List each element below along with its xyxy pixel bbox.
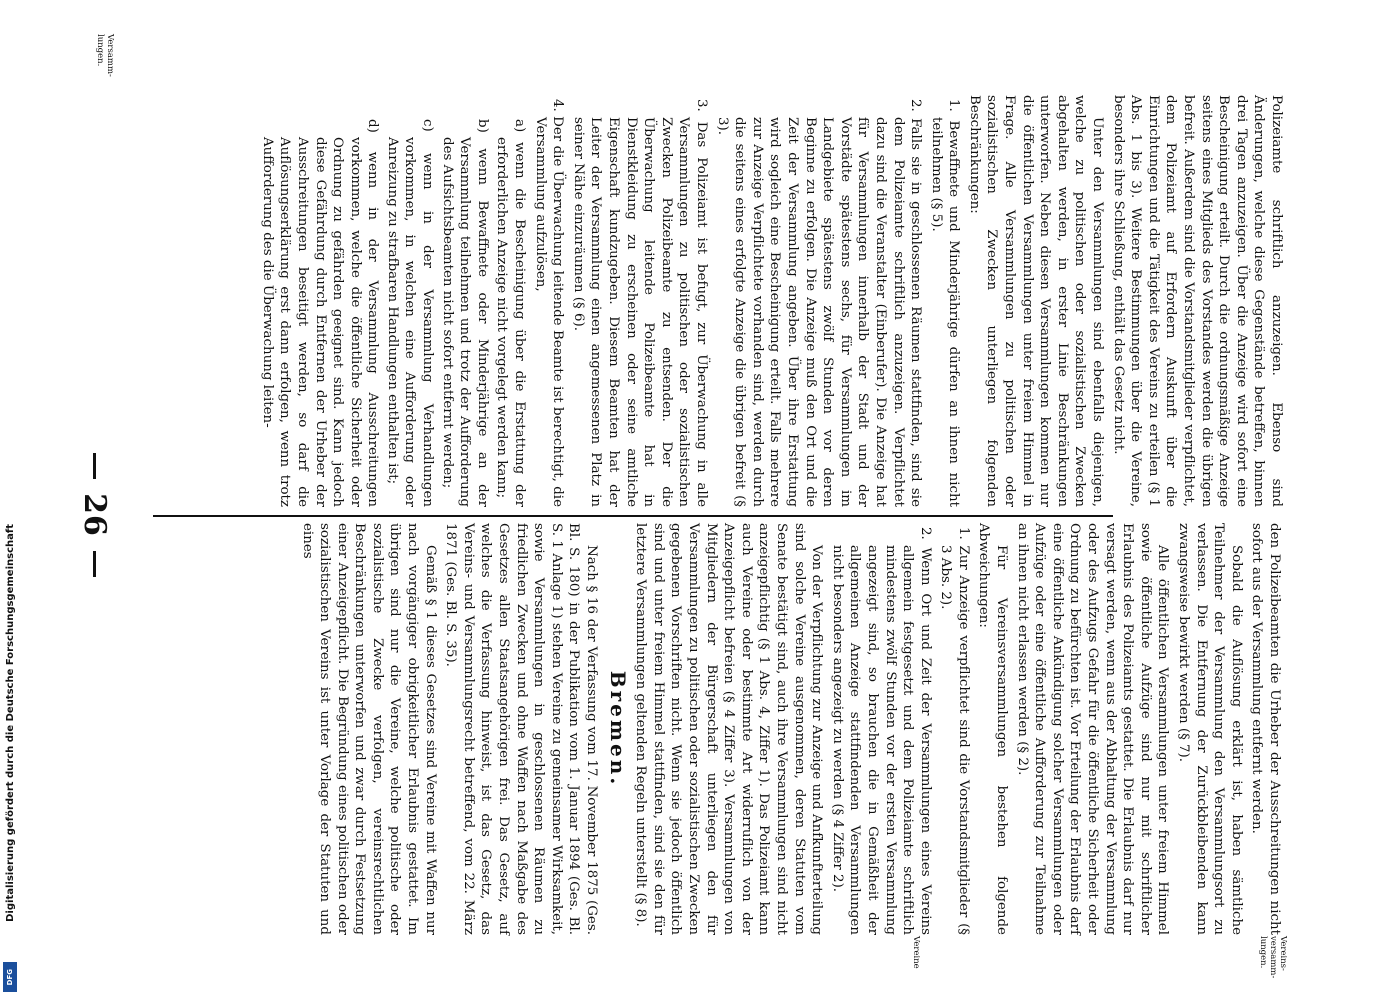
paragraph: Für Vereinsversammlungen bestehen folgende Abweichungen: xyxy=(976,523,1010,935)
paragraph: Sobald die Auflösung erklärt ist, haben sämtliche Teilnehmer der Versammlung den Versammlungsort zu verlassen. Die Entfernung der Zurückbleibenden kann zwangsweise bewirkt werden (§ 7). xyxy=(1176,523,1244,935)
list-item: 1. Bewaffnete und Minderjährige dürfen an ihnen nicht teilnehmen (§ 5). xyxy=(928,99,962,507)
paragraph: Von der Verpflichtung zur Anzeige und Anfkunfterteilung sind solche Vereine ausgenommen, deren Statuten vom Senate bestätigt sind, auch ihre Versammlungen sind nicht anzeigepflichtig (§ 1 Abs. 4, Ziffer 1). Das Polizeiamt kann auch Vereine oder bestimmte Art widerruflich von der Anzeigepflicht befreien (§ 4 Ziffer 3). Versammlungen von Mitgliedern der Bürgerschaft unterliegen den für Versammlungen zu politischen oder sozialistischen Zwecken gegebenen Vorschriften nicht. Wenn sie jedoch öffentlich sind und unter freiem Himmel stattfinden, sind sie den für letztere Versammlungen geltenden Regeln unterstellt (§ 8). xyxy=(633,523,825,935)
section-heading-bremen: Bremen. xyxy=(605,670,630,788)
sub-list-item: b) wenn Bewaffnete oder Minderjährige an der Versammlung teilnehmen und trotz der Aufforderung des Aufsichtsbeamten nicht sofort entfernt werden; xyxy=(439,119,490,507)
paragraph: Polizeiamte schriftlich anzuzeigen. Ebenso sind Änderungen, welche diese Gegenstände betreffen, binnen drei Tagen anzuzeigen. Über die Anzeige wird sofort eine Bescheinigung erteilt. Durch die ordnungsmäßige Anzeige seitens eines Mitglieds des Vorstandes werden die übrigen befreit. Außerdem sind die Vorstandsmitglieder verpflichtet, dem Polizeiamt auf Erfordern Auskunft über die Einrichtungen und die Tätigkeit des Vereins zu erteilen (§ 1 Abs. 1 bis 3). Weitere Bestimmungen über die Vereine, besonders ihre Schließung, enthält das Gesetz nicht. xyxy=(1110,95,1284,507)
paragraph: Alle öffentlichen Versammlungen unter freiem Himmel sowie öffentliche Aufzüge sind nur mit schriftlicher Erlaubnis des Polizeiamts gestattet. Die Erlaubnis darf nur versagt werden, wenn aus der Abhaltung der Versammlung oder des Aufzugs Gefahr für die öffentliche Sicherheit oder Ordnung zu befürchten ist. Vor Erteilung der Erlaubnis darf eine öffentliche Ankündigung solcher Versammlungen oder Aufzüge oder eine öffentliche Aufforderung zur Teilnahme an ihnen nicht erlassen werden (§ 2). xyxy=(1014,523,1171,935)
margin-note-vereine: Vereine xyxy=(911,936,921,969)
margin-note-vereinsversammlungen: Vereins-versamm-lungen. xyxy=(1258,936,1288,979)
right-column xyxy=(143,523,1283,935)
dfg-logo-text: DFG xyxy=(6,968,14,986)
paragraph: Gemäß § 1 dieses Gesetzes sind Vereine mit Waffen nur nach vorgängiger obrigkeitlicher Erlaubnis gestattet. Im übrigen sind nur die Vereine, welche politische oder sozialistische Zwecke verfolgen, vereinsrechtlichen Beschränkungen unterworfen und zwar durch Festsetzung einer Anzeigepflicht. Die Begründung eines politischen oder sozialistischen Vereins ist unter Vorlage der Statuten und eines xyxy=(299,523,438,935)
page-header xyxy=(75,95,115,935)
left-column xyxy=(145,95,1285,507)
paragraph: Nach § 16 der Verfassung vom 17. November 1875 (Ges. Bl. S. 180) in der Publikation vom 1. Januar 1894 (Ges. Bl. S. 1 Anlage 1) stehen Vereine zu gemeinsamer Wirksamkeit, sowie Versammlungen in geschlossenen Räumen zu friedlichen Zwecken und ohne Waffen nach Maßgabe des Gesetzes allen Staatsangehörigen frei. Das Gesetz, auf welches die Verfassung hinweist, ist das Gesetz, das Vereins- und Versammlungsrecht betreffend, vom 22. März 1871 (Ges. Bl. S. 35). xyxy=(443,523,600,935)
list-item: 2. Falls sie in geschlossenen Räumen stattfinden, sind sie dem Polizeiamte schriftlich anzuzeigen. Verpflichtet dazu sind die Veranstalter (Einberufer). Die Anzeige hat für Versammlungen innerhalb der Stadt und der Vorstädte spätestens sechs, für Versammlungen im Landgebiete spätestens zwölf Stunden vor deren Beginne zu erfolgen. Die Anzeige muß den Ort und die Zeit der Versammlung angeben. Über ihre Erstattung wird sogleich eine Bescheinigung erteilt. Falls mehrere zur Anzeige Verpflichtete vorhanden sind, werden durch die seitens eines erfolgte Anzeige die übrigen befreit (§ 3). xyxy=(714,99,924,507)
header-dash-left xyxy=(94,453,97,479)
list-item: 4. Der die Überwachung leitende Beamte ist berechtigt, die Versammlung aufzulösen, xyxy=(532,99,566,507)
sub-list-item: d) wenn in der Versammlung Ausschreitungen vorkommen, welche die öffentliche Sicherheit oder Ordnung zu gefährden geeignet sind. Kann jedoch diese Gefährdung durch Entfernen der Urheber der Ausschreitungen beseitigt werden, so darf die Auflösungserklärung erst dann erfolgen, wenn trotz Aufforderung des die Überwachung leiten- xyxy=(259,119,381,507)
paragraph: den Polizeibeamten die Urheber der Ausschreitungen nicht sofort aus der Versammlung entfernt werden. xyxy=(1249,523,1282,935)
column-separator xyxy=(153,515,1113,517)
page-number: 26 xyxy=(77,493,113,537)
paragraph: Unter den Versammlungen sind ebenfalls diejenigen, welche zu politischen oder sozialistischen Zwecken abgehalten werden, in erster Linie Beschränkungen unterworfen. Neben diesen Versammlungen kommen nur die öffentlichen Versammlungen unter freiem Himmel in Frage. Alle Versammlungen zu politischen oder sozialistischen Zwecken unterliegen folgenden Beschränkungen: xyxy=(966,95,1106,507)
sub-list-item: c) wenn in der Versammlung Verhandlungen vorkommen, in welchen eine Aufforderung oder Anreizung zu strafbaren Handlungen enthalten ist; xyxy=(384,119,436,507)
sub-list-item: a) wenn die Bescheinigung über die Erstattung der erforderlichen Anzeige nicht vorgelegt werden kann; xyxy=(494,119,528,507)
list-item: 1. Zur Anzeige verpflichtet sind die Vorstandsmitglieder (§ 3 Abs. 2). xyxy=(938,527,971,935)
list-item: 3. Das Polizeiamt ist befugt, zur Überwachung in alle Versammlungen zu politischen oder sozialistischen Zwecken Polizeibeamte zu entsenden. Der die Überwachung leitende Polizeibeamte hat in Dienstkleidung zu erscheinen oder seine amtliche Eigenschaft kundzugeben. Diesem Beamten hat der Leiter der Versammlung einen angemessenen Platz in seiner Nähe einzuräumen (§ 6). xyxy=(570,99,709,507)
list-item: 2. Wenn Ort und Zeit der Versammlungen eines Vereins allgemein festgesetzt und dem Polizeiamte schriftlich mindestens zwölf Stunden vor der ersten Versammlung angezeigt sind, so brauchen die in Gemäßheit der allgemeinen Anzeige stattfindenden Versammlungen nicht besonders angezeigt zu werden (§ 4 Ziffer 2). xyxy=(829,527,933,935)
digitization-credit: Digitalisierung gefördert durch die Deutsche Forschungsgemeinschaft xyxy=(4,524,16,922)
margin-note-versammlungen: Versamm-lungen. xyxy=(95,34,115,77)
header-dash-right xyxy=(94,551,97,577)
